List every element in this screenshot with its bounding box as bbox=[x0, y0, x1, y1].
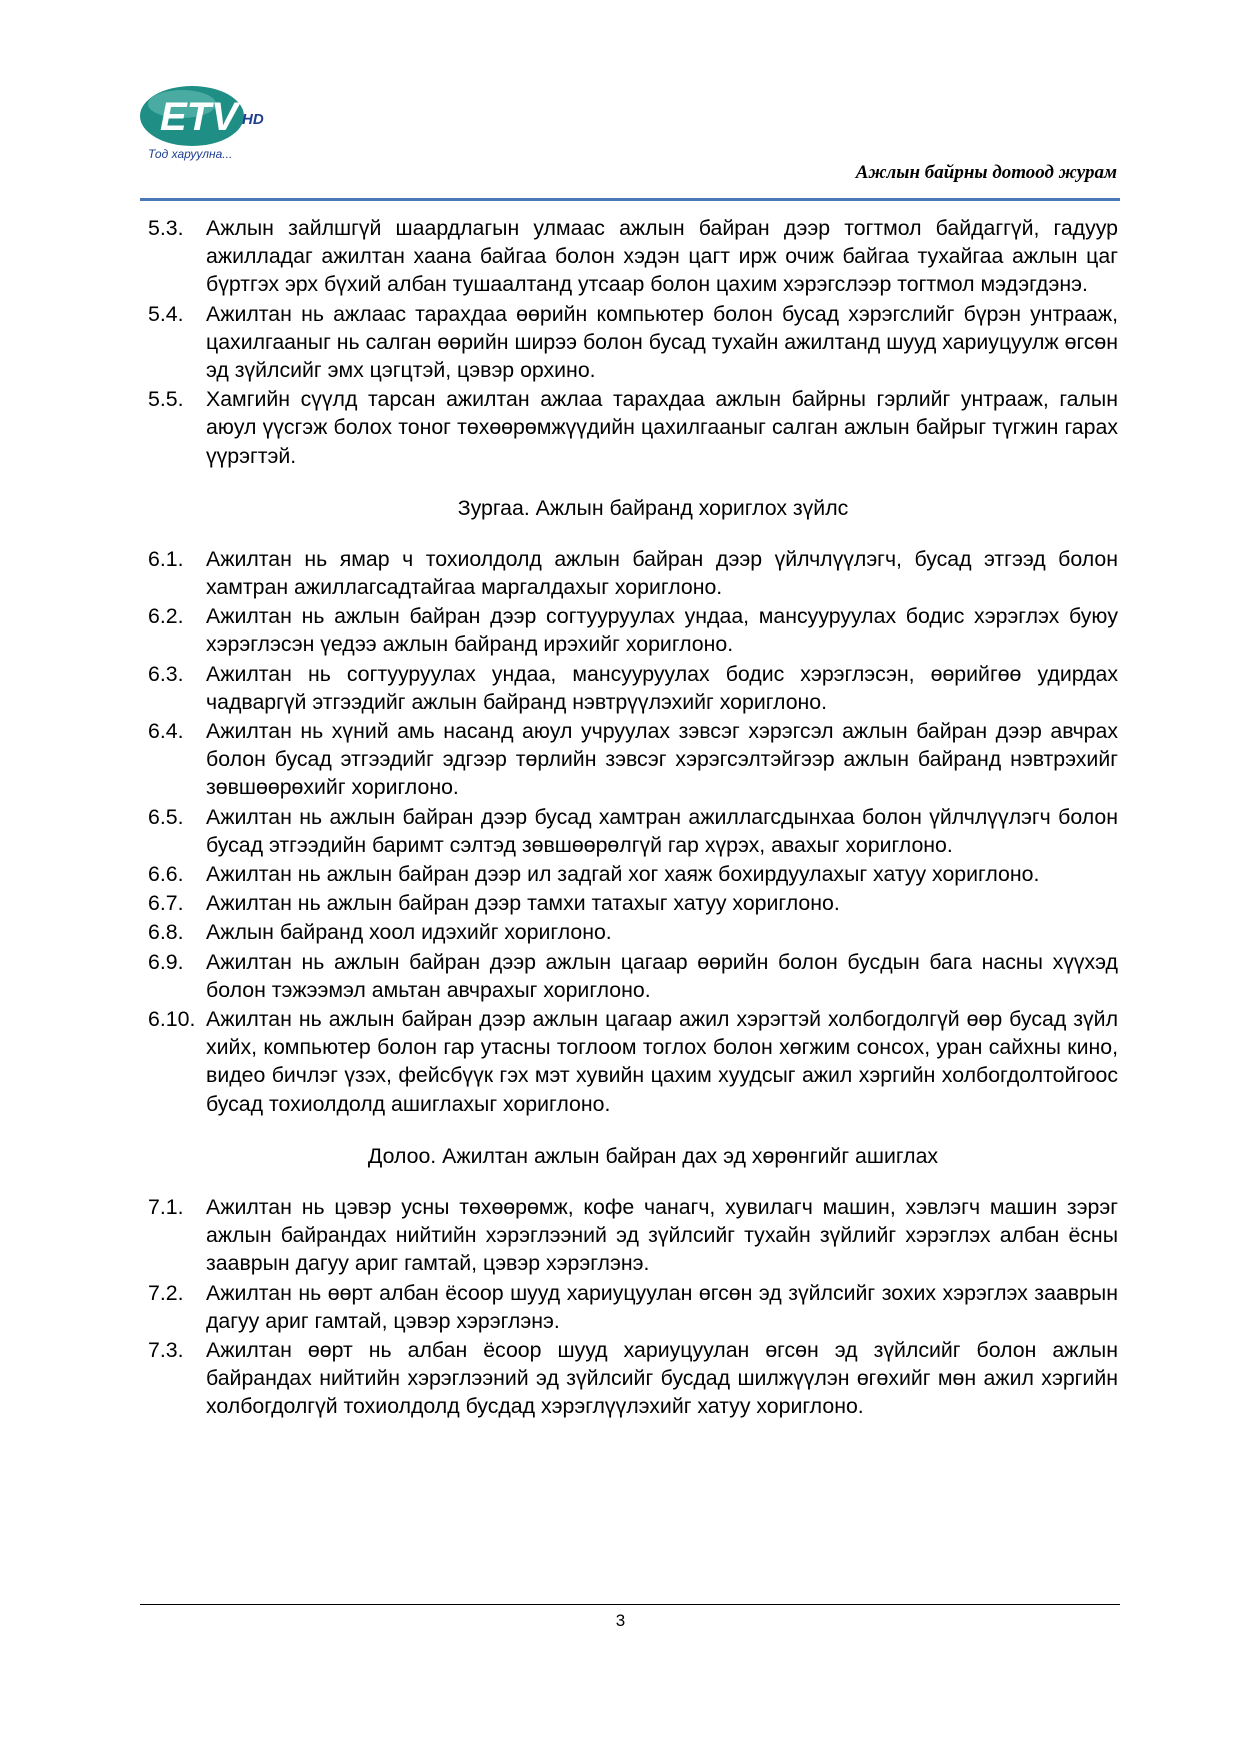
section-heading: Долоо. Ажилтан ажлын байран дах эд хөрөнгийг ашиглах bbox=[367, 1143, 939, 1168]
clause-number: 6.6. bbox=[148, 862, 184, 887]
svg-text:Тод харуулна...: Тод харуулна... bbox=[148, 147, 233, 161]
clause-item bbox=[148, 660, 1118, 716]
clause-text: Ажилтан нь ямар ч тохиолдолд ажлын байран дээр үйлчлүүлэгч, бусад этгээд болон хамтран ажиллагсадтайгаа маргалдахыг хориглоно. bbox=[206, 546, 1118, 600]
clause-number: 5.3. bbox=[148, 216, 184, 240]
clause-number: 5.5. bbox=[148, 387, 184, 412]
clause-number: 6.4. bbox=[148, 719, 184, 744]
clause-text: Ажилтан нь ажлын байран дээр ажлын цагаар өөрийн болон бусдын бага насны хүүхэд болон тэжээмэл амьтан авчрахыг хориглоно. bbox=[206, 949, 1118, 1002]
clause-item bbox=[148, 1279, 1118, 1335]
clause-text: Ажилтан нь ажлын байран дээр ажлын цагаар ажил хэрэгтэй холбогдолгүй өөр бусад зүйл хийх, компьютер болон гар утасны тоглоом тоглох болон хөгжим сонсох, уран сайхны кино, видео бичлэг үзэх, фейсбүүк гэх мэт хувийн цахим хуудсыг ажил хэргийн холбогдолтойгоос бусад тохиолдолд ашиглахыг хориглоно. bbox=[206, 1007, 1118, 1116]
clause-item bbox=[148, 1193, 1118, 1278]
clause-number: 6.1. bbox=[148, 546, 184, 571]
document-body bbox=[148, 214, 1118, 1422]
clause-number: 5.4. bbox=[148, 301, 184, 326]
clause-item bbox=[148, 1336, 1118, 1421]
clause-item bbox=[148, 1005, 1118, 1118]
clause-text: Ажлын байранд хоол идэхийг хориглоно. bbox=[206, 920, 612, 945]
clause-number: 6.8. bbox=[148, 920, 184, 945]
clause-number: 7.1. bbox=[148, 1194, 184, 1219]
clause-number: 7.3. bbox=[148, 1337, 184, 1362]
clause-item bbox=[148, 889, 1118, 917]
clause-text: Ажилтан нь ажлаас тарахдаа өөрийн компьютер болон бусад хэрэгслийг бүрэн унтрааж, цахилгааныг нь салган өөрийн ширээ болон бусад тухайн ажилтанд шууд хариуцуулж өгсөн эд зүйлсийг эмх цэгцтэй, цэвэр орхино. bbox=[206, 301, 1118, 383]
clause-item bbox=[148, 385, 1118, 470]
clause-number: 6.2. bbox=[148, 604, 184, 629]
clause-text: Ажилтан нь ажлын байран дээр согтууруулах ундаа, мансууруулах бодис хэрэглэх буюу хэрэглэсэн үедээ ажлын байранд ирэхийг хориглоно. bbox=[206, 604, 1118, 657]
etv-logo bbox=[140, 74, 300, 174]
clause-number: 6.5. bbox=[148, 804, 184, 829]
page-number: 3 bbox=[615, 1611, 626, 1630]
clause-number: 7.2. bbox=[148, 1280, 184, 1305]
clause-item bbox=[148, 214, 1118, 299]
clause-number: 6.9. bbox=[148, 949, 184, 974]
clause-text: Ажлын зайлшгүй шаардлагын улмаас ажлын байран дээр тогтмол байдаггүй, гадуур ажилладаг ажилтан хаана байгаа болон хэдэн цагт ирж очиж байгаа тухайгаа ажлын цаг бүртгэх эрх бүхий албан тушаалтанд утсаар болон цахим хэрэгслээр тогтмол мэдэгдэнэ. bbox=[206, 216, 1118, 297]
clause-text: Хамгийн сүүлд тарсан ажилтан ажлаа тарахдаа ажлын байрны гэрлийг унтрааж, галын аюул үүсгэж болох тоног төхөөрөмжүүдийн цахилгааныг салган ажлын байрыг түгжин гарах үүрэгтэй. bbox=[206, 387, 1118, 468]
section-heading: Зургаа. Ажлын байранд хориглох зүйлс bbox=[457, 495, 849, 520]
clause-item bbox=[148, 918, 1118, 946]
clause-text: Ажилтан нь ажлын байран дээр ил задгай хог хаяж бохирдуулахыг хатуу хориглоно. bbox=[206, 862, 1040, 887]
clause-number: 6.7. bbox=[148, 891, 184, 916]
clause-item bbox=[148, 948, 1118, 1004]
clause-number: 6.3. bbox=[148, 661, 184, 686]
clause-text: Ажилтан нь ажлын байран дээр тамхи татахыг хатуу хориглоно. bbox=[206, 891, 840, 916]
clause-text: Ажилтан нь цэвэр усны төхөөрөмж, кофе чанагч, хувилагч машин, хэвлэгч машин зэрэг ажлын байрандах нийтийн хэрэглээний эд зүйлсийг тухайн зүйлийг хэрэглэх албан ёсны зааврын дагуу ариг гамтай, цэвэр хэрэглэнэ. bbox=[206, 1194, 1118, 1276]
clause-text: Ажилтан өөрт нь албан ёсоор шууд хариуцуулан өгсөн эд зүйлсийг болон ажлын байрандах нийтийн хэрэглээний эд зүйлсийг бусдад шилжүүлэн өгөхийг мөн ажил хэргийн холбогдолгүй тохиолдолд бусдад хэрэглүүлэхийг хатуу хориглоно. bbox=[206, 1337, 1118, 1419]
footer-divider bbox=[140, 1604, 1120, 1605]
clause-number: 6.10. bbox=[148, 1007, 196, 1032]
clause-item bbox=[148, 300, 1118, 385]
svg-text:HD: HD bbox=[242, 111, 264, 128]
header-divider bbox=[140, 198, 1120, 201]
clause-item bbox=[148, 860, 1118, 888]
svg-text:ETV: ETV bbox=[160, 95, 238, 139]
clause-item bbox=[148, 602, 1118, 658]
clause-item bbox=[148, 545, 1118, 601]
clause-text: Ажилтан нь ажлын байран дээр бусад хамтран ажиллагсдынхаа болон үйлчлүүлэгч болон бусад этгээдийн баримт сэлтэд зөвшөөрөлгүй гар хүрэх, авахыг хориглоно. bbox=[206, 804, 1118, 857]
clause-item bbox=[148, 803, 1118, 859]
clause-text: Ажилтан нь өөрт албан ёсоор шууд хариуцуулан өгсөн эд зүйлсийг зохих хэрэглэх зааврын дагуу ариг гамтай, цэвэр хэрэглэнэ. bbox=[206, 1280, 1118, 1333]
clause-text: Ажилтан нь хүний амь насанд аюул учруулах зэвсэг хэрэгсэл ажлын байран дээр авчрах болон бусад этгээдийг эдгээр төрлийн зэвсэг хэрэгсэлтэйгээр ажлын байранд нэвтрэхийг зөвшөөрөхийг хориглоно. bbox=[206, 719, 1118, 800]
header-title: Ажлын байрны дотоод журам bbox=[855, 162, 1117, 183]
clause-item bbox=[148, 717, 1118, 802]
clause-text: Ажилтан нь согтууруулах ундаа, мансууруулах бодис хэрэглэсэн, өөрийгөө удирдах чадваргүй этгээдийг ажлын байранд нэвтрүүлэхийг хориглоно. bbox=[206, 661, 1118, 714]
